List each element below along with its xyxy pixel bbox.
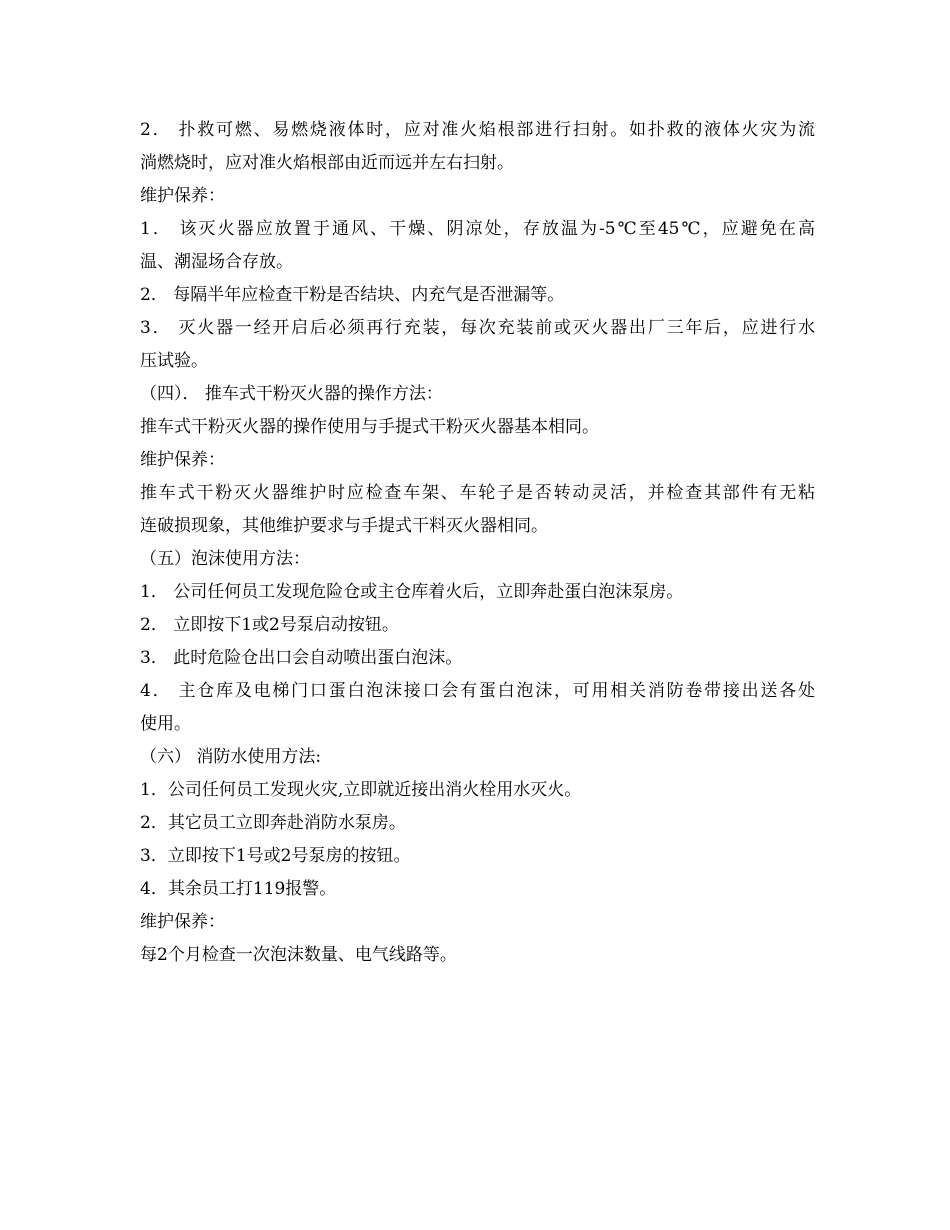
paragraph-line: 3．立即按下1号或2号泵房的按钮。 xyxy=(140,846,411,866)
paragraph-line: 1．公司任何员工发现火灾,立即就近接出消火栓用水灭火。 xyxy=(140,780,582,800)
paragraph-line: 4．其余员工打119报警。 xyxy=(140,879,337,899)
paragraph-line: 推车式干粉灭火器的操作使用与手提式干粉灭火器基本相同。 xyxy=(140,417,599,437)
document-body xyxy=(140,114,815,972)
paragraph-line: 推车式干粉灭火器维护时应检查车架、车轮子是否转动灵活，并检查其部件有无粘 xyxy=(140,483,815,503)
paragraph-line: 淌燃烧时，应对准火焰根部由近而远并左右扫射。 xyxy=(140,153,514,173)
paragraph-line: 2．其它员工立即奔赴消防水泵房。 xyxy=(140,813,406,833)
section-heading: 维护保养： xyxy=(140,186,225,206)
section-heading: （四）． 推车式干粉灭火器的操作方法： xyxy=(140,384,443,404)
section-heading: 维护保养： xyxy=(140,450,225,470)
paragraph-line: 连破损现象，其他维护要求与手提式干料灭火器相同。 xyxy=(140,516,548,536)
paragraph-line: 4． 主仓库及电梯门口蛋白泡沫接口会有蛋白泡沫，可用相关消防卷带接出送各处 xyxy=(140,681,815,701)
paragraph-line: 3． 此时危险仓出口会自动喷出蛋白泡沫。 xyxy=(140,648,463,668)
paragraph-line: 每2个月检查一次泡沫数量、电气线路等。 xyxy=(140,945,457,965)
paragraph-line: 1． 公司任何员工发现危险仓或主仓库着火后，立即奔赴蛋白泡沫泵房。 xyxy=(140,582,684,602)
paragraph-line: 1． 该灭火器应放置于通风、干燥、阴凉处，存放温为-5℃至45℃，应避免在高 xyxy=(140,219,815,239)
paragraph-line: 温、潮湿场合存放。 xyxy=(140,252,293,272)
paragraph-line: 2． 每隔半年应检查干粉是否结块、内充气是否泄漏等。 xyxy=(140,285,565,305)
section-heading: （六） 消防水使用方法: xyxy=(140,747,322,767)
section-heading: 维护保养： xyxy=(140,912,225,932)
section-heading: （五）泡沫使用方法： xyxy=(140,549,310,569)
paragraph-line: 2． 立即按下1或2号泵启动按钮。 xyxy=(140,615,399,635)
paragraph-line: 使用。 xyxy=(140,714,191,734)
paragraph-line: 3． 灭火器一经开启后必须再行充装，每次充装前或灭火器出厂三年后，应进行水 xyxy=(140,318,815,338)
paragraph-line: 压试验。 xyxy=(140,351,208,371)
paragraph-line: 2． 扑救可燃、易燃烧液体时，应对准火焰根部进行扫射。如扑救的液体火灾为流 xyxy=(140,120,815,140)
